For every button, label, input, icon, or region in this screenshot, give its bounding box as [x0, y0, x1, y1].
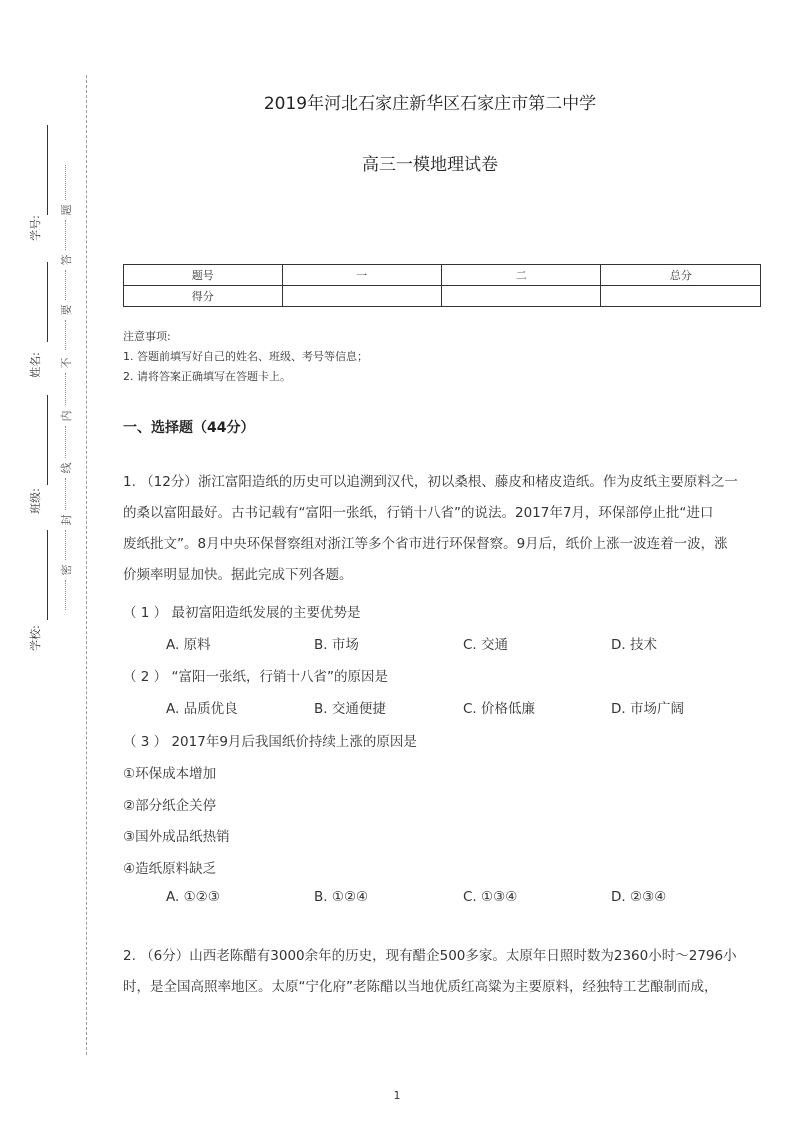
question-1-1-stem: （ 1 ） 最初富阳造纸发展的主要优势是	[123, 605, 361, 621]
seal-char: 密	[60, 564, 73, 576]
table-header-cell: 一	[282, 265, 441, 286]
table-row	[124, 286, 761, 307]
list-item: ①环保成本增加	[123, 766, 217, 782]
question-1-3-stem: （ 3 ） 2017年9月后我国纸价持续上涨的原因是	[123, 734, 417, 750]
student-id-label: 学号:	[29, 215, 42, 241]
page-subtitle: 高三一模地理试卷	[362, 155, 498, 175]
name-label: 姓名:	[29, 352, 42, 378]
option-b: B. 交通便捷	[314, 701, 386, 717]
seal-char: 不	[60, 357, 73, 369]
fill-line-student-id	[47, 125, 48, 215]
class-label: 班级:	[29, 488, 42, 514]
list-item: ③国外成品纸热销	[123, 829, 230, 845]
table-header-cell: 二	[441, 265, 600, 286]
page-title: 2019年河北石家庄新华区石家庄市第二中学	[263, 94, 597, 114]
fill-line-class	[47, 395, 48, 485]
seal-char: 题	[60, 204, 73, 216]
fill-line-school	[47, 530, 48, 620]
list-item: ④造纸原料缺乏	[123, 861, 217, 877]
text-line: 1. （12分）浙江富阳造纸的历史可以追溯到汉代，初以桑根、藤皮和楮皮造纸。作为皮纸主要原料之一	[123, 474, 738, 490]
score-table	[123, 264, 761, 307]
fold-line	[86, 75, 87, 1055]
school-label: 学校:	[29, 625, 42, 651]
text-line: 废纸批文”。8月中央环保督察组对浙江等多个省市进行环保督察。9月后，纸价上涨一波连着一波，涨	[123, 536, 728, 552]
option-c: C. ①③④	[463, 889, 518, 905]
text-line: 2. （6分）山西老陈醋有3000余年的历史，现有醋企500多家。太原年日照时数为2360小时～2796小	[123, 948, 737, 964]
option-a: A. ①②③	[166, 889, 220, 905]
option-d: D. ②③④	[611, 889, 667, 905]
option-c: C. 交通	[463, 637, 509, 653]
text-line: 时，是全国高照率地区。太原“宁化府”老陈醋以当地优质红高粱为主要原料，经独特工艺酿制而成，	[123, 979, 718, 995]
note-item: 2. 请将答案正确填写在答题卡上。	[123, 370, 291, 383]
question-1-text	[123, 467, 763, 591]
section-heading: 一、选择题（44分）	[123, 420, 255, 436]
seal-char: 封	[60, 514, 73, 526]
text-line: 的桑以富阳最好。古书记载有“富阳一张纸，行销十八省”的说法。2017年7月，环保部停止批“进口	[123, 505, 714, 521]
option-b: B. 市场	[314, 637, 359, 653]
score-cell[interactable]	[441, 286, 600, 307]
seal-char: 要	[60, 304, 73, 316]
text-line: 价频率明显加快。据此完成下列各题。	[123, 567, 353, 583]
score-cell[interactable]	[282, 286, 441, 307]
question-1-2-stem: （ 2 ） “富阳一张纸，行销十八省”的原因是	[123, 669, 388, 685]
note-item: 1. 答题前填写好自己的姓名、班级、考号等信息；	[123, 350, 368, 363]
notes-heading: 注意事项:	[123, 330, 171, 343]
score-cell[interactable]	[601, 286, 761, 307]
option-d: D. 技术	[611, 637, 657, 653]
seal-char: 内	[60, 410, 73, 422]
question-2-text	[123, 941, 763, 1003]
option-d: D. 市场广阔	[611, 701, 684, 717]
option-a: A. 品质优良	[166, 701, 238, 717]
table-header-cell: 总分	[601, 265, 761, 286]
seal-char: 线	[60, 462, 73, 474]
option-c: C. 价格低廉	[463, 701, 536, 717]
page-number: 1	[393, 1089, 401, 1102]
option-b: B. ①②④	[314, 889, 369, 905]
table-header-cell: 题号	[124, 265, 283, 286]
option-a: A. 原料	[166, 637, 211, 653]
seal-char: 答	[60, 254, 73, 266]
table-row-label: 得分	[124, 286, 283, 307]
table-row	[124, 265, 761, 286]
list-item: ②部分纸企关停	[123, 798, 217, 814]
fill-line-name	[47, 262, 48, 342]
